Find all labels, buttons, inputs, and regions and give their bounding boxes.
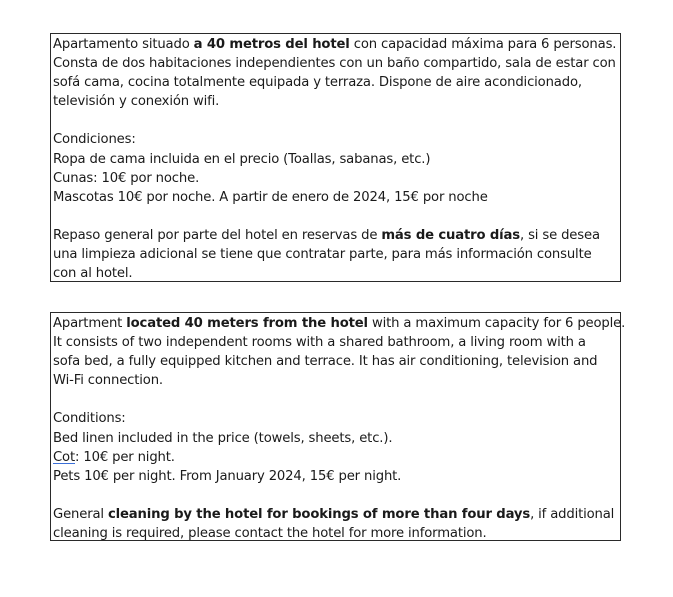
es-condition-cots: Cunas: 10€ por noche.	[53, 170, 200, 186]
es-distance-highlight: a 40 metros del hotel	[193, 37, 350, 52]
spacer	[53, 111, 620, 130]
spacer	[53, 207, 620, 226]
en-distance-highlight: located 40 meters from the hotel	[126, 316, 368, 331]
en-condition-cots	[53, 448, 620, 467]
es-cleaning-tail: , si se desea	[519, 227, 600, 243]
es-cleaning-highlight: más de cuatro días	[381, 227, 520, 243]
en-cot-price: : 10€ per night.	[75, 449, 175, 465]
en-intro-line-1	[53, 314, 626, 333]
es-cleaning-line-2: una limpieza adicional se tiene que contratar parte, para más información consulte	[53, 247, 592, 263]
es-cleaning-line-1	[53, 226, 620, 245]
spacer	[53, 390, 620, 409]
en-cot-word: Cot	[53, 449, 75, 465]
es-cleaning-text: Repaso general por parte del hotel en reservas de	[53, 227, 382, 243]
es-condition-pets: Mascotas 10€ por noche. A partir de enero de 2024, 15€ por noche	[53, 189, 488, 205]
en-intro-line-3: sofa bed, a fully equipped kitchen and terrace. It has air conditioning, television and	[53, 354, 598, 370]
es-intro-line-4: televisión y conexión wifi.	[53, 94, 220, 110]
es-intro-line-3: sofá cama, cocina totalmente equipada y terraza. Dispone de aire acondicionado,	[53, 75, 582, 91]
en-intro-line-2: It consists of two independent rooms with a shared bathroom, a living room with a	[53, 335, 586, 351]
es-intro-line-1	[53, 35, 620, 54]
en-cleaning-text: General	[53, 506, 108, 522]
es-conditions-title: Condiciones:	[53, 132, 136, 148]
en-cleaning-highlight: cleaning by the hotel for bookings of more than four days	[107, 506, 531, 522]
es-cleaning-line-3: con al hotel.	[53, 266, 133, 282]
en-condition-pets: Pets 10€ per night. From January 2024, 15€ per night.	[53, 468, 402, 484]
es-intro-line-2: Consta de dos habitaciones independientes con un baño compartido, sala de estar con	[53, 56, 616, 72]
spanish-info-box	[50, 33, 621, 282]
es-condition-bedding: Ropa de cama incluida en el precio (Toallas, sabanas, etc.)	[53, 151, 431, 167]
en-intro-line-4: Wi-Fi connection.	[53, 373, 163, 389]
en-condition-bedding: Bed linen included in the price (towels, sheets, etc.).	[53, 430, 393, 446]
en-capacity-text: with a maximum capacity for 6 people.	[367, 316, 626, 331]
en-cleaning-line-1	[53, 505, 620, 524]
en-cleaning-tail: , if additional	[530, 506, 615, 522]
es-intro-text: Apartamento situado	[53, 37, 194, 52]
es-capacity-text: con capacidad máxima para 6 personas.	[349, 37, 617, 52]
en-intro-text: Apartment	[53, 316, 127, 331]
en-cleaning-line-2: cleaning is required, please contact the hotel for more information.	[53, 526, 487, 542]
en-conditions-title: Conditions:	[53, 411, 126, 427]
english-info-box	[50, 312, 626, 542]
spacer	[53, 486, 620, 505]
